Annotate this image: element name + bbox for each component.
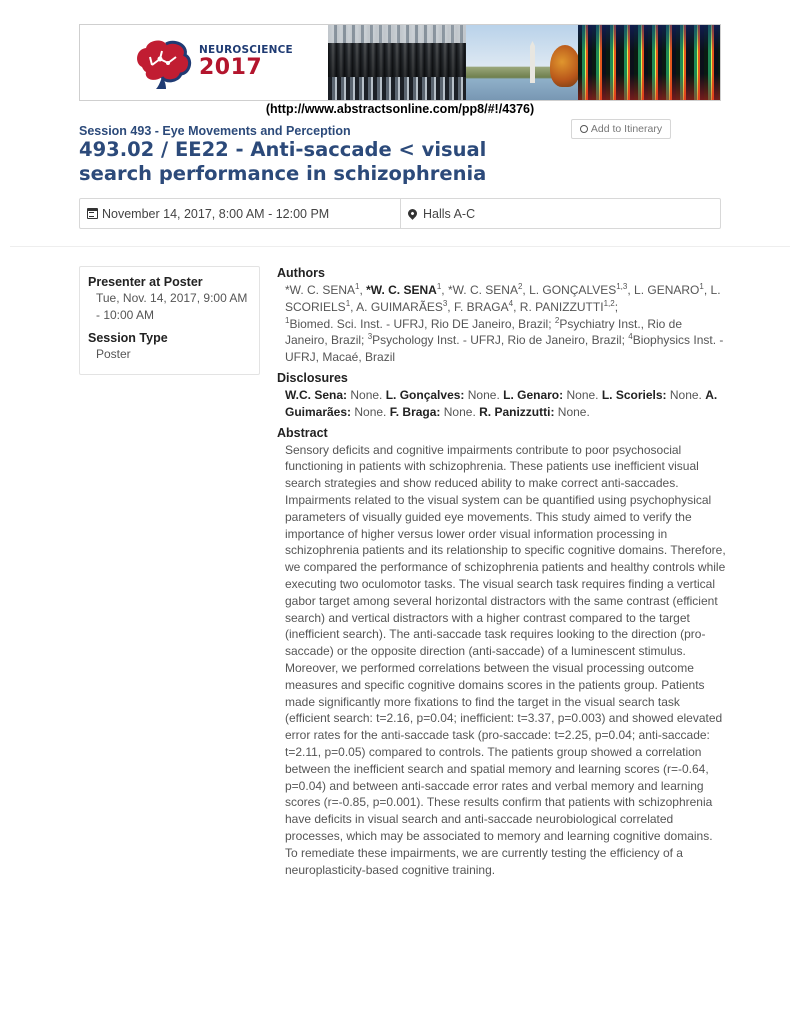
disclosure-value: None.	[347, 387, 386, 402]
author-separator: ;	[614, 299, 619, 314]
micrograph-overlay	[578, 25, 721, 100]
author-affiliation-mark: 4	[508, 298, 514, 308]
divider	[10, 246, 790, 247]
disclosures-heading: Disclosures	[277, 370, 348, 385]
author-name: *W. C. SENA	[285, 283, 356, 297]
author-separator: ,	[441, 283, 448, 297]
calendar-icon	[87, 208, 98, 219]
affiliation-mark: 3	[367, 332, 373, 342]
circle-icon	[580, 125, 588, 133]
abstract-heading: Abstract	[277, 425, 328, 440]
disclosure-name: F. Braga:	[389, 404, 441, 419]
disclosure-value: None.	[440, 404, 480, 419]
author-separator: ,	[447, 299, 454, 314]
author-name: F. BRAGA	[453, 299, 509, 314]
session-location: Halls A-C	[423, 206, 476, 221]
logo-year: 2017	[199, 55, 263, 80]
authors-heading: Authors	[277, 266, 325, 280]
affiliation-text: Psychiatry Inst., Rio de Janeiro, Brazil;	[285, 316, 683, 348]
author-name: R. PANIZZUTTI	[519, 299, 604, 314]
author-name: L. GENARO	[634, 283, 700, 297]
author-affiliation-mark: 1	[345, 298, 351, 308]
affiliation-text: Biophysics Inst. - UFRJ, Macaé, Brazil	[285, 333, 724, 365]
brain-logo-icon	[132, 37, 194, 89]
abstract-text: Sensory deficits and cognitive impairments contribute to poor psychosocial functioning in patients with schizophrenia. These patients use inefficient visual search strategies and show reduced ability to make correct anti-saccades. Impairments related to the visual system can be quantified using psychophysical parameters of visually guided eye movements. This study aimed to verify the importance of higher versus lower order visual information processing in schizophrenia patients and its relationship to specific cognitive domains. Therefore, we compared the performance of schizophrenia patients and healthy controls while executing two oculomotor tasks. The visual search task requires finding a vertical gabor target among several horizontal distractors with the same contrast (efficient search) and vertical distractors with a higher contrast compared to the target (inefficient search). The anti-saccade task requires looking to the direction (pro-saccade) or the opposite direction (anti-saccade) of a luminescent stimulus. Moreover, we performed correlations between the visual processing outcome measures and specific cognitive domains scores in the patients group. Patients made significantly more fixations to find the target in the visual search task (efficient search: t=2.16, p=0.04; inefficient: t=3.37, p=0.003) and showed elevated error rates for the anti-saccade task (pro-saccade: t=2.25, p=0.04; anti-saccade: t=2.11, p=0.05) compared to controls. The patients group showed a correlation between the inefficient search and spatial memory and learning scores (r=-0.64, p=0.04) and between anti-saccade error rates and verbal memory and learning scores (r=-0.85, p=0.001). These results confirm that patients with schizophrenia have deficits in visual search and anti-saccade neurobiological correlated processes, which may be associated to memory and learning cognitive domains. To remediate these impairments, we are currently testing the efficiency of a neuroplasticity-based cognitive training.	[285, 442, 726, 877]
affiliation-mark: 4	[628, 332, 633, 342]
disclosure-name: L. Scoriels:	[601, 387, 667, 402]
session-link[interactable]: Session 493 - Eye Movements and Perception	[79, 124, 351, 138]
source-url: (http://www.abstractsonline.com/pp8/#!/4376)	[265, 102, 535, 116]
disclosure-value: None.	[464, 387, 504, 402]
author-separator: ,	[350, 299, 357, 314]
author-affiliation-mark: 3	[442, 298, 448, 308]
authors-block	[277, 282, 727, 366]
session-date: November 14, 2017, 8:00 AM - 12:00 PM	[102, 206, 330, 221]
author-separator: ,	[359, 283, 367, 297]
location-cell	[401, 199, 475, 228]
disclosure-name: L. Gonçalves:	[385, 387, 465, 402]
author-separator: ,	[627, 283, 635, 297]
autumn-tree-shape	[550, 45, 580, 87]
disclosure-name: W.C. Sena:	[285, 387, 348, 402]
author-separator: ,	[522, 283, 530, 297]
author-separator: ,	[513, 299, 520, 314]
exhibit-hall-ceiling	[328, 25, 466, 43]
monument-shape	[530, 41, 535, 83]
presentation-details-panel	[79, 266, 260, 375]
author-name: A. GUIMARÃES	[356, 299, 443, 314]
date-cell	[80, 199, 401, 228]
exhibit-hall-floor	[328, 77, 466, 100]
page-title: 493.02 / EE22 - Anti-saccade < visual search performance in schizophrenia	[79, 138, 487, 185]
author-affiliation-mark: 1,2	[603, 298, 615, 308]
disclosure-value: None.	[351, 404, 390, 419]
affiliation-list	[285, 317, 723, 365]
affiliation-text: Psychology Inst. - UFRJ, Rio de Janeiro, Brazil;	[372, 333, 629, 348]
session-info-box	[79, 198, 721, 229]
abstract-details	[277, 265, 727, 878]
author-name: L. SCORIELS	[285, 283, 721, 314]
author-name: *W. C. SENA	[366, 283, 437, 297]
disclosure-value: None.	[666, 387, 706, 402]
disclosure-name: A. Guimarães:	[285, 387, 718, 419]
session-type-heading: Session Type	[88, 331, 168, 345]
conference-banner	[79, 24, 721, 101]
author-list	[285, 283, 721, 314]
logo	[80, 25, 328, 100]
author-name: *W. C. SENA	[447, 283, 518, 297]
disclosure-list	[277, 387, 727, 421]
presenter-time: Tue, Nov. 14, 2017, 9:00 AM - 10:00 AM	[96, 291, 248, 322]
affiliation-mark: 2	[554, 315, 560, 325]
author-affiliation-mark: 1,3	[616, 282, 628, 291]
author-affiliation-mark: 1	[355, 282, 360, 291]
session-type-value: Poster	[96, 347, 131, 361]
add-to-itinerary-button[interactable]	[571, 119, 671, 139]
logo-text: NEUROSCIENCE	[199, 44, 293, 56]
author-affiliation-mark: 1	[436, 282, 442, 291]
disclosure-value: None.	[554, 404, 590, 419]
disclosure-value: None.	[563, 387, 602, 402]
affiliation-text: Biomed. Sci. Inst. - UFRJ, Rio DE Janeiro, Brazil;	[289, 316, 555, 331]
author-affiliation-mark: 1	[699, 282, 704, 291]
author-affiliation-mark: 2	[517, 282, 523, 291]
author-name: L. GONÇALVES	[529, 283, 617, 297]
affiliation-mark: 1	[285, 315, 290, 325]
add-to-itinerary-label: Add to Itinerary	[590, 123, 663, 135]
map-marker-icon	[406, 207, 419, 220]
disclosure-name: L. Genaro:	[503, 387, 564, 402]
presenter-heading: Presenter at Poster	[88, 275, 203, 289]
author-separator: ,	[703, 283, 711, 297]
disclosure-name: R. Panizzutti:	[479, 404, 555, 419]
